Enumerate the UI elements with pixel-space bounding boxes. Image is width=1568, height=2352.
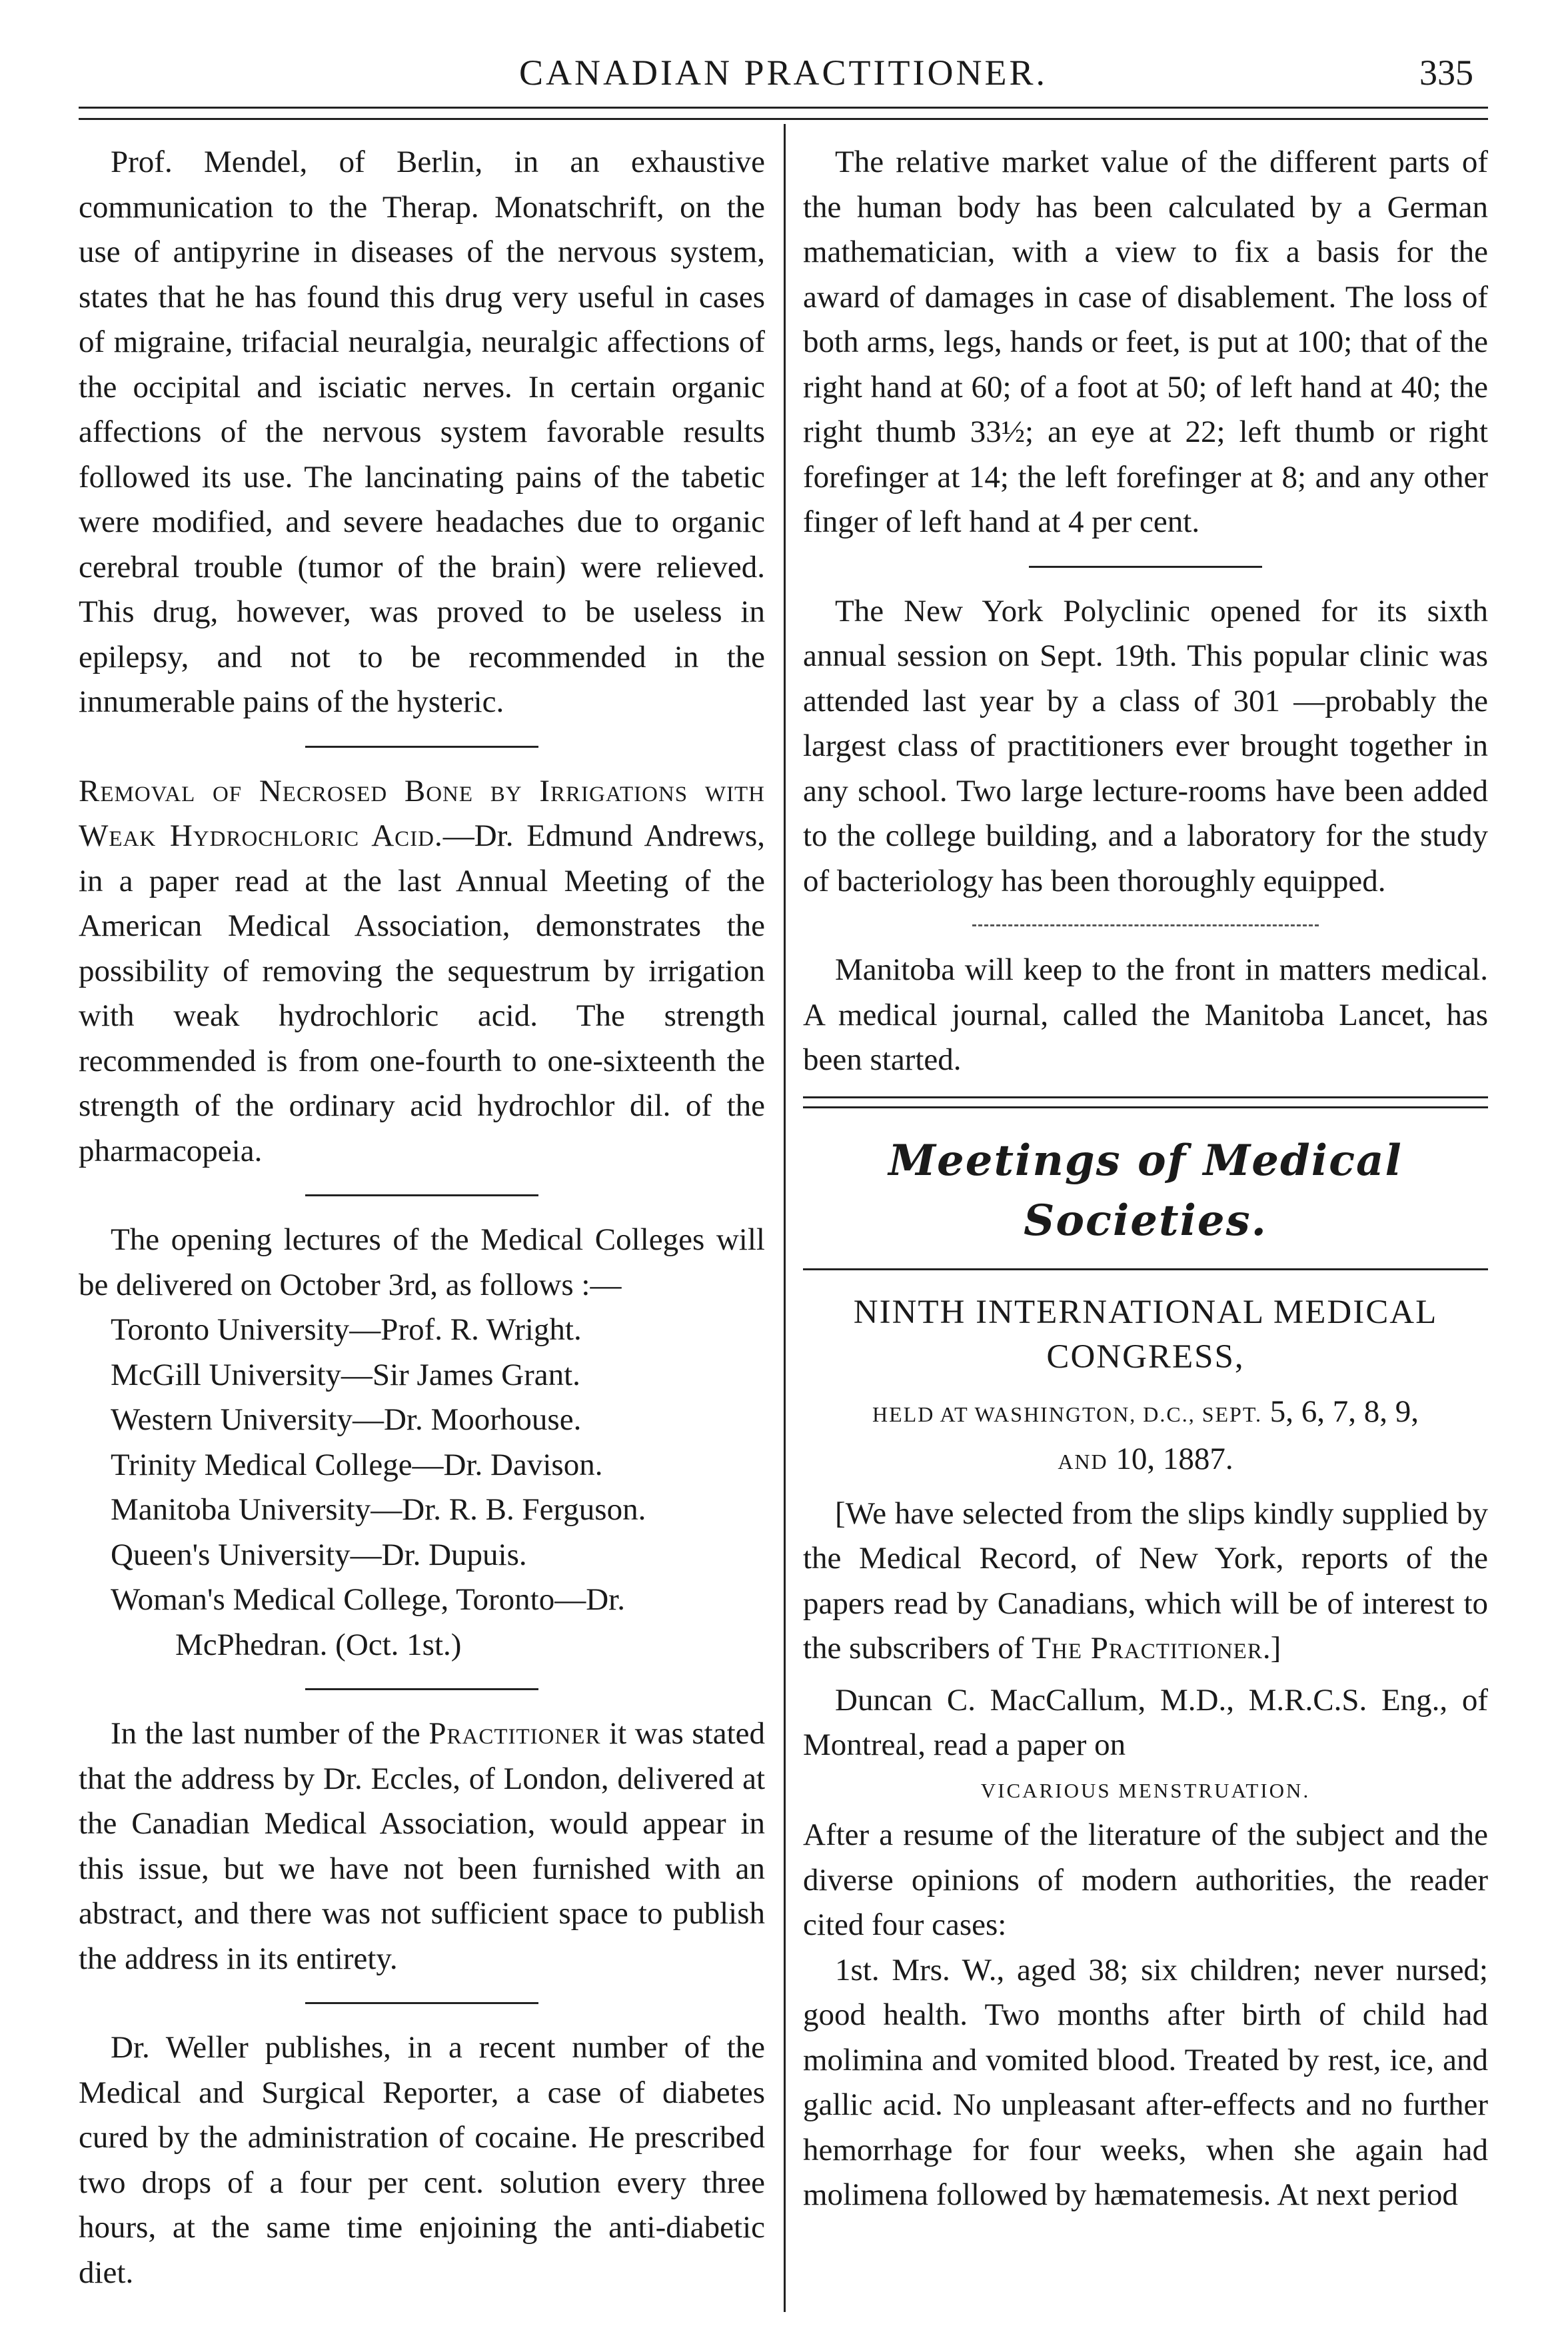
- manitoba-paragraph: Manitoba will keep to the front in matters medical. A medical journal, called the Manitoba Lancet, has been started.: [803, 952, 1488, 1077]
- editor-note-text-b: .]: [1262, 1631, 1281, 1666]
- resume-paragraph: After a resume of the literature of the subject and the diverse opinions of modern authorities, the reader cited four cases:: [803, 1817, 1488, 1942]
- maccallum-paragraph: Duncan C. MacCallum, M.D., M.R.C.S. Eng., of Montreal, read a paper on: [803, 1682, 1488, 1762]
- weller-paragraph: Dr. Weller publishes, in a recent number of the Medical and Surgical Reporter, a case of diabetes cured by the administration of cocaine. He prescribed two drops of a four per cent. solution every three hours, at the same time enjoining the anti-diabetic diet.: [79, 2030, 765, 2290]
- eccles-text-b: it was stated that the address by Dr. Eccles, of London, delivered at the Canadian Medical Association, would appear in this issue, but we have not been furnished with an abstract, and there was not sufficient space to publish the address in its entirety.: [79, 1716, 765, 1976]
- the-practitioner-smallcaps: The Practitioner: [1032, 1631, 1263, 1666]
- lecture-list-item: Trinity Medical College—Dr. Davison.: [111, 1447, 603, 1482]
- lecture-list-item: Woman's Medical College, Toronto—Dr.: [111, 1582, 625, 1617]
- lecture-list-item: Western University—Dr. Moorhouse.: [111, 1402, 582, 1437]
- congress-title-line-2: CONGRESS,: [1046, 1338, 1245, 1376]
- separator-rule: [305, 1688, 538, 1690]
- separator-rule: [305, 2002, 538, 2004]
- section-heading: Meetings of Medical Societies.: [888, 1135, 1403, 1246]
- congress-title-line-1: NINTH INTERNATIONAL MEDICAL: [853, 1293, 1438, 1331]
- separator-rule: [1029, 566, 1262, 568]
- lecture-list-item: Toronto University—Prof. R. Wright.: [111, 1312, 582, 1347]
- lecture-list-item: Queen's University—Dr. Dupuis.: [111, 1537, 527, 1572]
- market-value-paragraph: The relative market value of the different parts of the human body has been calculated by a German mathematician, with a view to fix a basis for the award of damages in case of disablement. The loss of both arms, legs, hands or feet, is put at 100; that of the right hand at 60; of a foot at 50; of left hand at 40; the right thumb 33½; an eye at 22; left thumb or right forefinger at 14; the left forefinger at 8; and any other finger of left hand at 4 per cent.: [803, 145, 1488, 539]
- polyclinic-paragraph: The New York Polyclinic opened for its sixth annual session on Sept. 19th. This popular clinic was attended last year by a class of 301 —probably the largest class of practitioners ever brought together in any school. Two large lecture-rooms have been added to the college building, and a laboratory for the study of bacteriology has been thoroughly equipped.: [803, 593, 1488, 898]
- column-divider: [784, 124, 786, 2312]
- mendel-paragraph: Prof. Mendel, of Berlin, in an exhaustive communication to the Therap. Monatschrift, on the use of antipyrine in diseases of the nervous system, states that he has found this drug very useful in cases of migraine, trifacial neuralgia, neuralgic affections of the occipital and isciatic nerves. In certain organic affections of the nervous system favorable results followed its use. The lancinating pains of the tabetic were modified, and severe headaches due to organic cerebral trouble (tumor of the brain) were relieved. This drug, however, was proved to be useless in epilepsy, and not to be recommended in the innumerable pains of the hysteric.: [79, 145, 765, 719]
- necrosed-bone-body: —Dr. Edmund Andrews, in a paper read at the last Annual Meeting of the American Medical Association, demonstrates the possibility of removing the sequestrum by irrigation with weak hydrochloric acid. The strength recommended is from one-fourth to one-sixteenth the strength of the ordinary acid hydrochlor dil. of the pharmacopeia.: [79, 818, 765, 1168]
- dateline-and: AND: [1058, 1450, 1108, 1474]
- dateline-year: 10, 1887.: [1116, 1442, 1233, 1476]
- page-number: 335: [1419, 53, 1473, 93]
- necrosed-bone-paragraph: [79, 769, 765, 1174]
- dateline-days: 5, 6, 7, 8, 9,: [1269, 1394, 1419, 1429]
- case-1-paragraph: 1st. Mrs. W., aged 38; six children; never nursed; good health. Two months after birth of child had molimina and vomited blood. Treated by rest, ice, and gallic acid. No unpleasant after-effects and no further hemorrhage for four weeks, when she again had molimena followed by hæmatemesis. At next period: [803, 1952, 1488, 2212]
- lectures-intro: The opening lectures of the Medical Colleges will be delivered on October 3rd, as follows :—: [79, 1222, 765, 1302]
- separator-rule: [305, 1194, 538, 1196]
- necrosed-bone-heading: Removal of Necrosed Bone by Irrigations with Weak Hydrochloric Acid.: [79, 773, 765, 853]
- practitioner-smallcaps: Practitioner: [428, 1716, 601, 1751]
- editor-note: [803, 1492, 1488, 1672]
- separator-rule: [305, 746, 538, 748]
- header-double-rule: [79, 107, 1488, 120]
- running-title: CANADIAN PRACTITIONER.: [519, 53, 1048, 93]
- paper-title: VICARIOUS MENSTRUATION.: [980, 1778, 1311, 1802]
- lecture-list-item: McGill University—Sir James Grant.: [111, 1357, 580, 1392]
- section-underline: [803, 1268, 1488, 1270]
- right-column: [803, 140, 1488, 2218]
- section-double-rule: [803, 1096, 1488, 1108]
- eccles-text-a: In the last number of the: [111, 1716, 429, 1751]
- dateline-text: HELD AT WASHINGTON, D.C., SEPT.: [872, 1402, 1262, 1426]
- left-column: [79, 140, 765, 2295]
- lecture-list-item-continued: McPhedran. (Oct. 1st.): [175, 1627, 462, 1662]
- dashed-separator: [972, 924, 1319, 926]
- congress-dateline: [803, 1390, 1488, 1485]
- eccles-paragraph: [79, 1712, 765, 1981]
- running-header: [79, 52, 1488, 105]
- editor-note-text-a: [We have selected from the slips kindly supplied by the Medical Record, of New York, reports of the papers read by Canadians, which will be of interest to the subscribers of: [803, 1496, 1488, 1666]
- lecture-list-item: Manitoba University—Dr. R. B. Ferguson.: [111, 1492, 646, 1527]
